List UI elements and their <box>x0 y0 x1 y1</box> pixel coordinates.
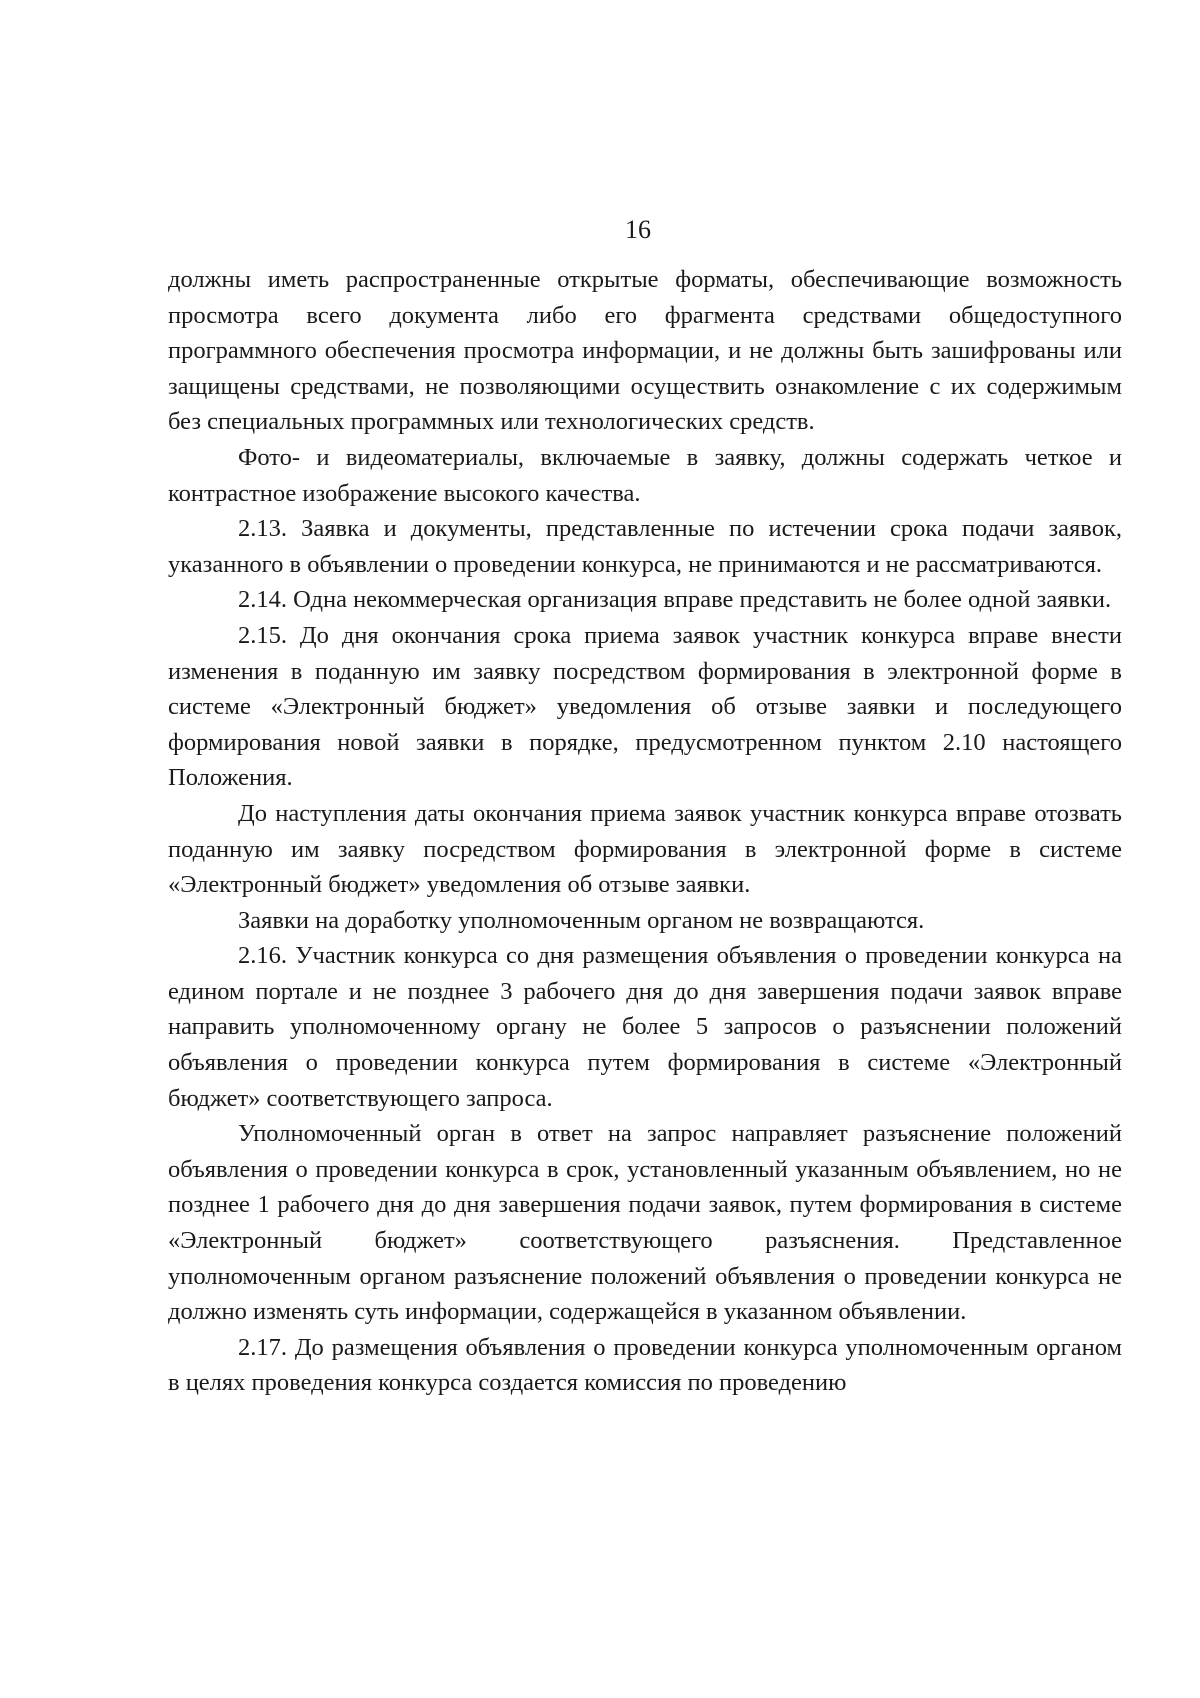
paragraph-clarification: Уполномоченный орган в ответ на запрос направляет разъяснение положений объявления о проведении конкурса в срок, установленный указанным объявлением, но не позднее 1 рабочего дня до дня завершения подачи заявок, путем формирования в системе «Электронный бюджет» соответствующего разъяснения. Представленное уполномоченным органом разъяснение положений объявления о проведении конкурса не должно изменять суть информации, содержащейся в указанном объявлении. <box>168 1120 1122 1326</box>
paragraph-2-16: 2.16. Участник конкурса со дня размещения объявления о проведении конкурса на едином портале и не позднее 3 рабочего дня до дня завершения подачи заявок вправе направить уполномоченному органу не более 5 запросов о разъяснении положений объявления о проведении конкурса путем формирования в системе «Электронный бюджет» соответствующего запроса. <box>168 942 1122 1112</box>
paragraph-2-13: 2.13. Заявка и документы, представленные по истечении срока подачи заявок, указанного в объявлении о проведении конкурса, не принимаются и не рассматриваются. <box>168 515 1122 578</box>
paragraph-2-14: 2.14. Одна некоммерческая организация вправе представить не более одной заявки. <box>238 586 1112 614</box>
paragraph-photo-video: Фото- и видеоматериалы, включаемые в заявку, должны содержать четкое и контрастное изображение высокого качества. <box>168 443 1122 507</box>
paragraph-2-17: 2.17. До размещения объявления о проведении конкурса уполномоченным органом в целях проведения конкурса создается комиссия по проведению <box>168 1333 1122 1397</box>
document-body <box>168 262 1122 1401</box>
paragraph-formats-continuation: должны иметь распространенные открытые форматы, обеспечивающие возможность просмотра всего документа либо его фрагмента средствами общедоступного программного обеспечения просмотра информации, и не должны быть зашифрованы или защищены средствами, не позволяющими осуществить ознакомление с их содержимым без специальных программных или технологических средств. <box>168 266 1122 436</box>
paragraph-withdraw-application: До наступления даты окончания приема заявок участник конкурса вправе отозвать поданную им заявку посредством формирования в электронной форме в системе «Электронный бюджет» уведомления об отзыве заявки. <box>168 799 1122 899</box>
paragraph-2-15: 2.15. До дня окончания срока приема заявок участник конкурса вправе внести изменения в поданную им заявку посредством формирования в электронной форме в системе «Электронный бюджет» уведомления об отзыве заявки и последующего формирования новой заявки в порядке, предусмотренном пунктом 2.10 настоящего Положения. <box>168 621 1122 792</box>
page-number: 16 <box>625 215 651 244</box>
paragraph-no-return: Заявки на доработку уполномоченным органом не возвращаются. <box>238 906 925 934</box>
